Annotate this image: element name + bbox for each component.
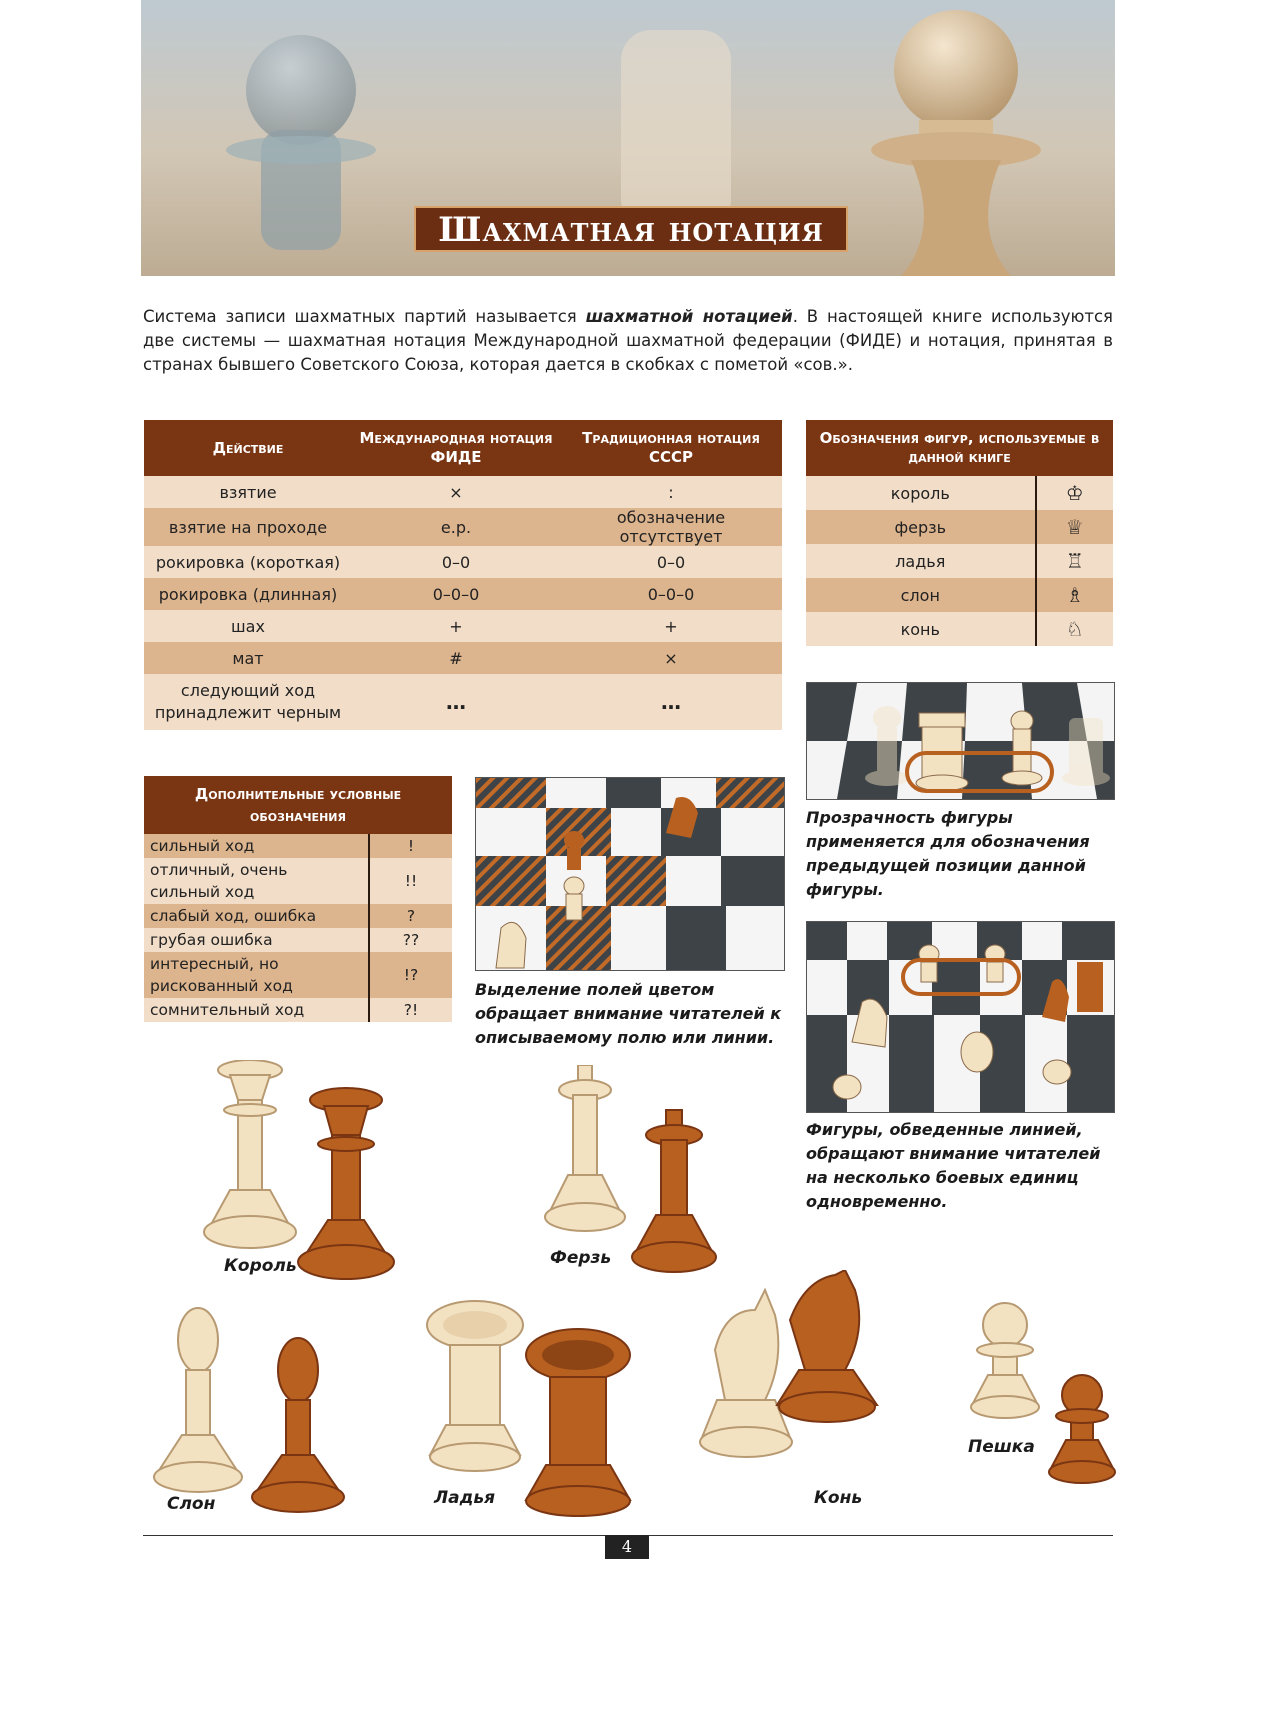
symbol-desc: отличный, очень сильный ход	[150, 861, 288, 901]
notation-table-header	[144, 420, 782, 476]
label-queen: Ферзь	[550, 1248, 612, 1268]
symbol-mark: !?	[369, 952, 452, 998]
cell-fide: +	[449, 616, 463, 636]
table-row	[144, 904, 452, 928]
symbol-desc: интересный, но рискованный ход	[150, 955, 293, 995]
table-row	[144, 546, 782, 578]
table-row	[806, 544, 1113, 578]
table-row	[144, 610, 782, 642]
label-rook: Ладья	[434, 1488, 495, 1508]
header-ussr: Традиционная нотация СССР	[582, 429, 760, 466]
cell-ussr: обозначение отсутствует	[616, 508, 726, 546]
piece-name: ферзь	[894, 517, 947, 537]
header-fide: Международная нотация ФИДЕ	[359, 429, 553, 466]
bishop-icon: ♗	[1036, 578, 1113, 612]
header-action: Действие	[212, 438, 284, 457]
board-highlight-image	[476, 778, 784, 970]
table-row	[806, 612, 1113, 646]
label-knight: Конь	[814, 1488, 863, 1508]
label-pawn: Пешка	[968, 1437, 1035, 1457]
king-icon: ♔	[1036, 476, 1113, 510]
table-row	[144, 858, 452, 904]
symbol-desc: сильный ход	[150, 837, 255, 855]
board-transparency-image	[807, 683, 1114, 799]
cell-action: следующий ход принадлежит черным	[154, 681, 342, 722]
symbol-desc: сомнительный ход	[150, 1001, 305, 1019]
intro-text: Система записи шахматных партий называется	[143, 307, 586, 326]
highlight-figure	[475, 777, 785, 971]
table-row	[144, 834, 452, 858]
cell-action: мат	[232, 648, 264, 668]
cell-ussr: ×	[664, 648, 678, 668]
outline-figure	[806, 921, 1115, 1113]
label-bishop: Слон	[167, 1494, 216, 1514]
king-illustration	[200, 1060, 400, 1285]
piece-name: конь	[900, 619, 940, 639]
intro-paragraph	[143, 305, 1113, 377]
table-row	[144, 928, 452, 952]
symbol-mark: !!	[369, 858, 452, 904]
cell-ussr: 0–0–0	[647, 584, 695, 604]
symbol-mark: !	[369, 834, 452, 858]
table-row	[806, 578, 1113, 612]
cell-action: взятие на проходе	[168, 517, 328, 537]
cell-action: взятие	[219, 482, 277, 502]
symbol-mark: ??	[369, 928, 452, 952]
table-row	[144, 642, 782, 674]
cell-fide: #	[449, 648, 463, 668]
queen-icon: ♕	[1036, 510, 1113, 544]
cell-fide: ×	[449, 482, 463, 502]
table-row	[806, 510, 1113, 544]
caption-transparency: Прозрачность фигуры применяется для обозначения предыдущей позиции данной фигуры.	[806, 808, 1090, 899]
cell-fide: 0–0	[441, 552, 471, 572]
page-title: Шахматная нотация	[414, 206, 848, 252]
symbol-mark: ?	[369, 904, 452, 928]
table-row	[144, 952, 452, 998]
pieces-table-header	[806, 420, 1113, 476]
cell-ussr: 0–0	[656, 552, 686, 572]
cell-ussr: :	[668, 482, 674, 502]
intro-text-2: . В настоящей книге используются две системы — шахматная нотация Международной шахматной федерации (ФИДЕ) и нотация, принятая в странах бывшего Советского Союза, которая дается в скобках с пометой «сов.».	[143, 307, 1113, 374]
symbol-desc: грубая ошибка	[150, 931, 273, 949]
symbols-table	[144, 776, 452, 1022]
cell-action: рокировка (короткая)	[155, 552, 341, 572]
table-row	[144, 674, 782, 730]
table-row	[144, 578, 782, 610]
queen-illustration	[540, 1065, 725, 1275]
header-banner	[141, 0, 1115, 276]
bishop-illustration	[150, 1305, 355, 1515]
rook-icon: ♖	[1036, 544, 1113, 578]
symbols-header: Дополнительные условные обозначения	[194, 785, 402, 825]
table-row	[144, 998, 452, 1022]
cell-fide: …	[446, 690, 466, 714]
cell-ussr: +	[664, 616, 678, 636]
pawn-illustration	[960, 1300, 1120, 1495]
page-number: 4	[605, 1535, 649, 1559]
label-king: Король	[224, 1256, 297, 1276]
cell-action: рокировка (длинная)	[158, 584, 338, 604]
cell-fide: e.p.	[440, 517, 472, 537]
knight-illustration	[695, 1270, 895, 1495]
cell-ussr: …	[661, 690, 681, 714]
cell-fide: 0–0–0	[432, 584, 480, 604]
table-row	[806, 476, 1113, 510]
caption-outline: Фигуры, обведенные линией, обращают внимание читателей на несколько боевых единиц одновременно.	[806, 1120, 1101, 1211]
intro-term: шахматной нотацией	[585, 307, 793, 326]
symbol-desc: слабый ход, ошибка	[150, 907, 317, 925]
table-row	[144, 508, 782, 546]
symbols-table-header	[144, 776, 452, 834]
piece-name: слон	[900, 585, 940, 605]
cell-action: шах	[231, 616, 265, 636]
board-outline-image	[807, 922, 1114, 1112]
notation-table	[144, 420, 782, 730]
pieces-table	[806, 420, 1113, 646]
knight-icon: ♘	[1036, 612, 1113, 646]
table-row	[144, 476, 782, 508]
caption-highlight: Выделение полей цветом обращает внимание читателей к описываемому полю или линии.	[475, 980, 782, 1047]
piece-name: король	[890, 483, 950, 503]
symbol-mark: ?!	[369, 998, 452, 1022]
pieces-header: Обозначения фигур, используемые в данной книге	[819, 429, 1100, 466]
transparency-figure	[806, 682, 1115, 800]
piece-name: ладья	[895, 551, 946, 571]
